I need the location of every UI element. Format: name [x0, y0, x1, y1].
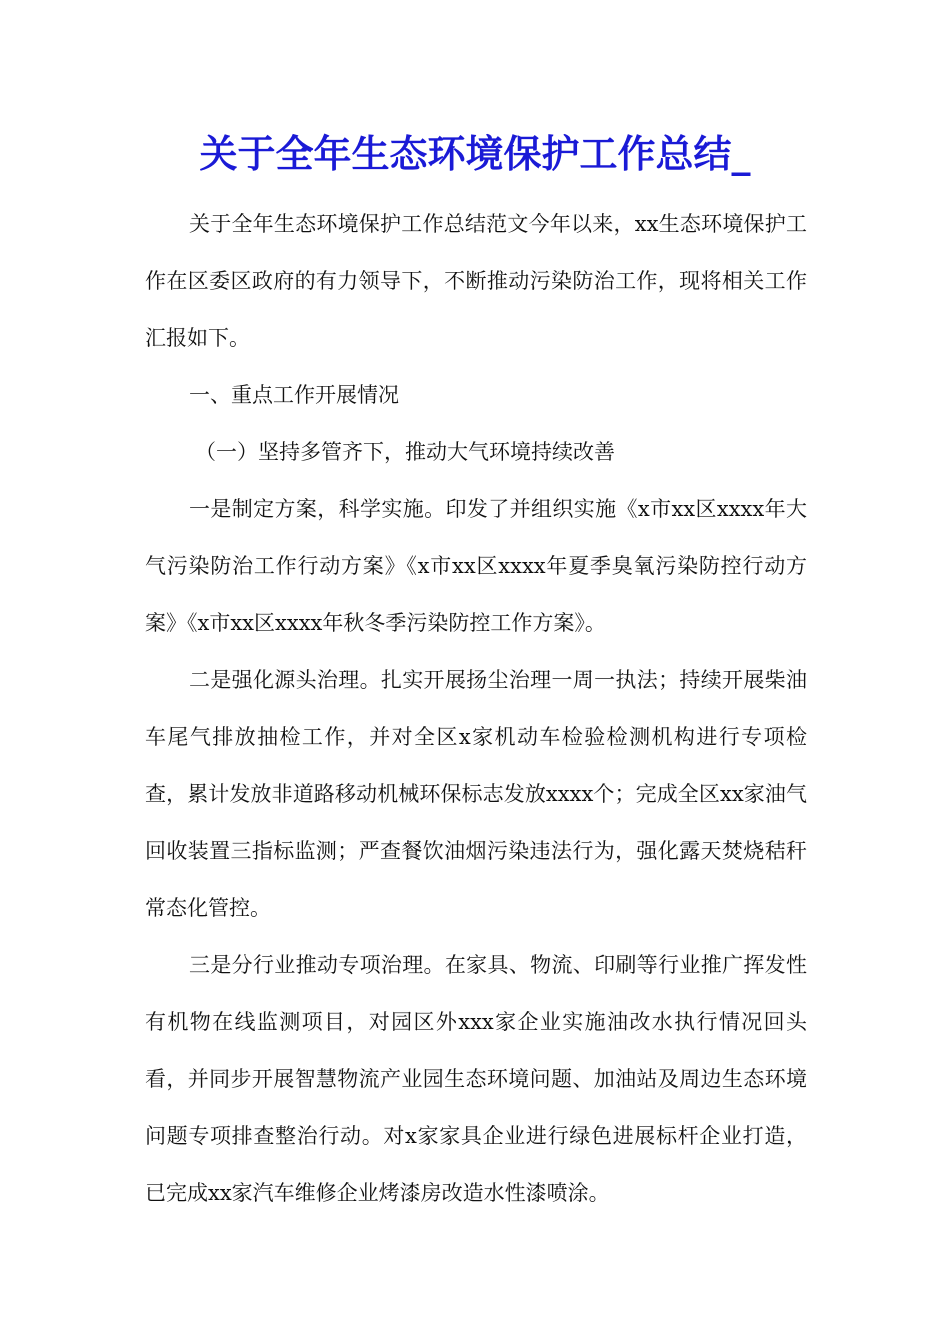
intro-paragraph: 关于全年生态环境保护工作总结范文今年以来，xx生态环境保护工作在区委区政府的有力领导下，不断推动污染防治工作，现将相关工作汇报如下。	[145, 212, 807, 350]
document-title: 关于全年生态环境保护工作总结_	[199, 131, 751, 176]
body-paragraph: 二是强化源头治理。扎实开展扬尘治理一周一执法；持续开展柴油车尾气排放抽检工作，并对全区x家机动车检验检测机构进行专项检查，累计发放非道路移动机械环保标志发放xxxx个；完成全区xx家油气回收装置三指标监测；严查餐饮油烟污染违法行为，强化露天焚烧秸秆常态化管控。	[145, 668, 807, 920]
section-heading: 一、重点工作开展情况	[189, 383, 399, 407]
body-paragraph: 一是制定方案，科学实施。印发了并组织实施《x市xx区xxxx年大气污染防治工作行动方案》《x市xx区xxxx年夏季臭氧污染防控行动方案》《x市xx区xxxx年秋冬季污染防控工作方案》。	[145, 497, 807, 635]
body-paragraph: 三是分行业推动专项治理。在家具、物流、印刷等行业推广挥发性有机物在线监测项目，对园区外xxx家企业实施油改水执行情况回头看，并同步开展智慧物流产业园生态环境问题、加油站及周边生态环境问题专项排查整治行动。对x家家具企业进行绿色进展标杆企业打造，已完成xx家汽车维修企业烤漆房改造水性漆喷涂。	[145, 953, 807, 1205]
subsection-heading: （一）坚持多管齐下，推动大气环境持续改善	[195, 440, 615, 464]
document-body	[145, 196, 807, 1222]
